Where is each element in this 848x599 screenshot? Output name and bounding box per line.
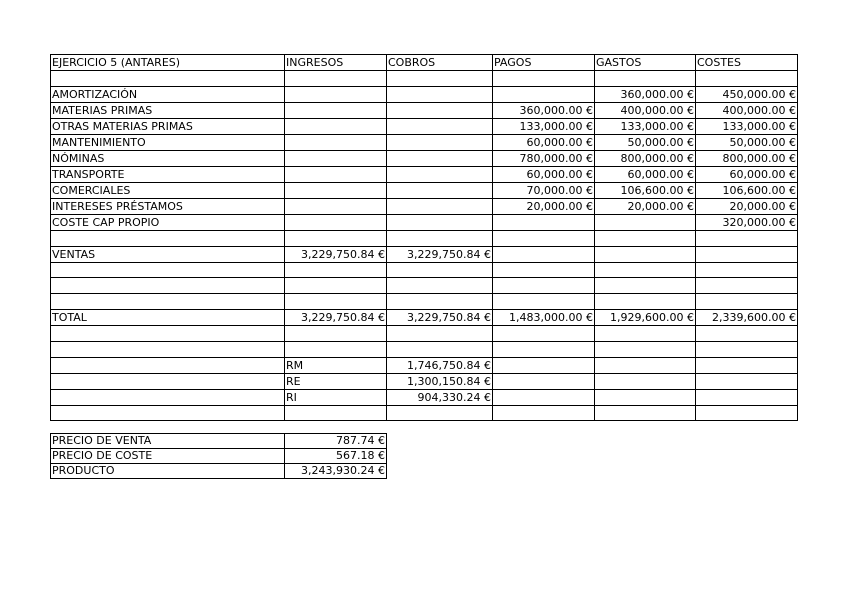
table-row [51,373,798,389]
value-cell[interactable]: 400,000.00 € [696,102,798,118]
value-cell[interactable]: 1,300,150.84 € [387,373,493,389]
value-cell[interactable] [285,262,387,278]
row-label-cell[interactable] [51,230,285,246]
summary-label-cell[interactable]: PRECIO DE VENTA [51,434,285,449]
value-cell[interactable] [285,134,387,150]
value-cell[interactable]: 1,929,600.00 € [595,309,696,325]
row-label-cell[interactable] [51,357,285,373]
header-pagos[interactable]: PAGOS [493,55,595,71]
value-cell[interactable]: 60,000.00 € [696,166,798,182]
value-cell[interactable]: 20,000.00 € [595,198,696,214]
value-cell[interactable] [285,405,387,421]
value-cell[interactable] [696,373,798,389]
row-label-cell[interactable] [51,294,285,310]
row-label-cell[interactable] [51,405,285,421]
value-cell[interactable] [285,118,387,134]
value-cell[interactable] [696,405,798,421]
value-cell[interactable]: 1,483,000.00 € [493,309,595,325]
row-label-cell[interactable]: OTRAS MATERIAS PRIMAS [51,118,285,134]
value-cell[interactable] [387,230,493,246]
value-cell[interactable]: 60,000.00 € [493,166,595,182]
value-cell[interactable]: 50,000.00 € [696,134,798,150]
summary-row [51,449,387,464]
value-cell[interactable] [595,325,696,341]
value-cell[interactable]: 3,229,750.84 € [285,309,387,325]
row-label-cell[interactable]: COMERCIALES [51,182,285,198]
row-label-cell[interactable]: TRANSPORTE [51,166,285,182]
value-cell[interactable] [595,230,696,246]
row-label-cell[interactable]: NÓMINAS [51,150,285,166]
value-cell[interactable] [696,278,798,294]
value-cell[interactable] [493,278,595,294]
table-row [51,341,798,357]
value-cell[interactable]: 106,600.00 € [595,182,696,198]
row-label-cell[interactable]: MANTENIMIENTO [51,134,285,150]
row-label-cell[interactable]: INTERESES PRÉSTAMOS [51,198,285,214]
value-cell[interactable] [595,373,696,389]
summary-value-cell[interactable]: 787.74 € [285,434,387,449]
value-cell[interactable]: 360,000.00 € [493,102,595,118]
summary-label-cell[interactable]: PRECIO DE COSTE [51,449,285,464]
value-cell[interactable] [595,278,696,294]
value-cell[interactable] [387,150,493,166]
summary-label-cell[interactable]: PRODUCTO [51,464,285,479]
value-cell[interactable]: RE [285,373,387,389]
value-cell[interactable] [493,71,595,87]
value-cell[interactable]: 20,000.00 € [696,198,798,214]
value-cell[interactable] [285,166,387,182]
value-cell[interactable] [493,389,595,405]
value-cell[interactable]: 133,000.00 € [696,118,798,134]
value-cell[interactable] [493,86,595,102]
table-row [51,246,798,262]
value-cell[interactable]: 60,000.00 € [595,166,696,182]
value-cell[interactable] [285,230,387,246]
table-row [51,198,798,214]
value-cell[interactable] [285,278,387,294]
value-cell[interactable] [387,71,493,87]
value-cell[interactable]: 800,000.00 € [696,150,798,166]
value-cell[interactable] [387,182,493,198]
row-label-cell[interactable] [51,325,285,341]
value-cell[interactable]: 3,229,750.84 € [387,309,493,325]
value-cell[interactable] [387,134,493,150]
table-row [51,166,798,182]
table-row [51,262,798,278]
value-cell[interactable]: 800,000.00 € [595,150,696,166]
table-row [51,118,798,134]
summary-table [50,433,387,479]
table-row [51,150,798,166]
value-cell[interactable] [493,341,595,357]
value-cell[interactable]: 360,000.00 € [595,86,696,102]
value-cell[interactable] [493,246,595,262]
value-cell[interactable] [387,294,493,310]
value-cell[interactable]: 20,000.00 € [493,198,595,214]
value-cell[interactable] [696,325,798,341]
table-row [51,405,798,421]
row-label-cell[interactable]: TOTAL [51,309,285,325]
value-cell[interactable]: RM [285,357,387,373]
table-row [51,134,798,150]
row-label-cell[interactable] [51,389,285,405]
value-cell[interactable] [595,214,696,230]
value-cell[interactable] [285,294,387,310]
table-row [51,357,798,373]
table-row [51,389,798,405]
table-row [51,230,798,246]
value-cell[interactable] [696,389,798,405]
row-label-cell[interactable] [51,373,285,389]
row-label-cell[interactable]: VENTAS [51,246,285,262]
value-cell[interactable] [285,214,387,230]
value-cell[interactable] [493,214,595,230]
header-costes[interactable]: COSTES [696,55,798,71]
value-cell[interactable]: 904,330.24 € [387,389,493,405]
value-cell[interactable] [696,341,798,357]
summary-row [51,464,387,479]
row-label-cell[interactable]: AMORTIZACIÓN [51,86,285,102]
value-cell[interactable] [285,182,387,198]
value-cell[interactable] [285,341,387,357]
value-cell[interactable] [696,71,798,87]
value-cell[interactable]: 106,600.00 € [696,182,798,198]
value-cell[interactable] [285,325,387,341]
value-cell[interactable] [285,71,387,87]
value-cell[interactable] [285,86,387,102]
value-cell[interactable] [595,357,696,373]
value-cell[interactable] [285,198,387,214]
value-cell[interactable]: 400,000.00 € [595,102,696,118]
value-cell[interactable]: 133,000.00 € [493,118,595,134]
value-cell[interactable] [387,102,493,118]
value-cell[interactable]: 320,000.00 € [696,214,798,230]
value-cell[interactable]: 1,746,750.84 € [387,357,493,373]
header-row [51,55,798,71]
row-label-cell[interactable] [51,341,285,357]
value-cell[interactable]: 70,000.00 € [493,182,595,198]
header-gastos[interactable]: GASTOS [595,55,696,71]
value-cell[interactable]: 3,229,750.84 € [285,246,387,262]
value-cell[interactable] [387,341,493,357]
value-cell[interactable]: 60,000.00 € [493,134,595,150]
value-cell[interactable]: 133,000.00 € [595,118,696,134]
value-cell[interactable] [387,86,493,102]
value-cell[interactable] [696,262,798,278]
value-cell[interactable] [696,357,798,373]
value-cell[interactable] [595,341,696,357]
value-cell[interactable] [387,198,493,214]
header-ingresos[interactable]: INGRESOS [285,55,387,71]
table-row [51,86,798,102]
value-cell[interactable]: 2,339,600.00 € [696,309,798,325]
value-cell[interactable] [595,389,696,405]
value-cell[interactable] [387,262,493,278]
value-cell[interactable]: 450,000.00 € [696,86,798,102]
table-row [51,71,798,87]
value-cell[interactable] [493,230,595,246]
summary-row [51,434,387,449]
value-cell[interactable] [595,71,696,87]
row-label-cell[interactable]: COSTE CAP PROPIO [51,214,285,230]
row-label-cell[interactable] [51,262,285,278]
value-cell[interactable] [285,150,387,166]
value-cell[interactable] [595,405,696,421]
value-cell[interactable] [696,246,798,262]
value-cell[interactable] [387,118,493,134]
value-cell[interactable]: 3,229,750.84 € [387,246,493,262]
row-label-cell[interactable] [51,71,285,87]
header-concept[interactable]: EJERCICIO 5 (ANTARES) [51,55,285,71]
table-row [51,294,798,310]
row-label-cell[interactable]: MATERIAS PRIMAS [51,102,285,118]
header-cobros[interactable]: COBROS [387,55,493,71]
value-cell[interactable] [595,262,696,278]
value-cell[interactable] [595,246,696,262]
table-row [51,325,798,341]
value-cell[interactable] [387,166,493,182]
value-cell[interactable] [493,262,595,278]
value-cell[interactable]: RI [285,389,387,405]
table-row [51,214,798,230]
value-cell[interactable] [387,325,493,341]
value-cell[interactable]: 50,000.00 € [595,134,696,150]
value-cell[interactable] [696,294,798,310]
value-cell[interactable] [493,405,595,421]
value-cell[interactable] [387,405,493,421]
row-label-cell[interactable] [51,278,285,294]
summary-value-cell[interactable]: 567.18 € [285,449,387,464]
results-table [50,54,798,421]
table-row [51,278,798,294]
value-cell[interactable] [285,102,387,118]
value-cell[interactable] [493,357,595,373]
value-cell[interactable] [595,294,696,310]
value-cell[interactable] [696,230,798,246]
value-cell[interactable]: 780,000.00 € [493,150,595,166]
table-row [51,182,798,198]
value-cell[interactable] [493,325,595,341]
value-cell[interactable] [387,278,493,294]
value-cell[interactable] [387,214,493,230]
value-cell[interactable] [493,294,595,310]
table-row [51,309,798,325]
value-cell[interactable] [493,373,595,389]
summary-value-cell[interactable]: 3,243,930.24 € [285,464,387,479]
table-row [51,102,798,118]
